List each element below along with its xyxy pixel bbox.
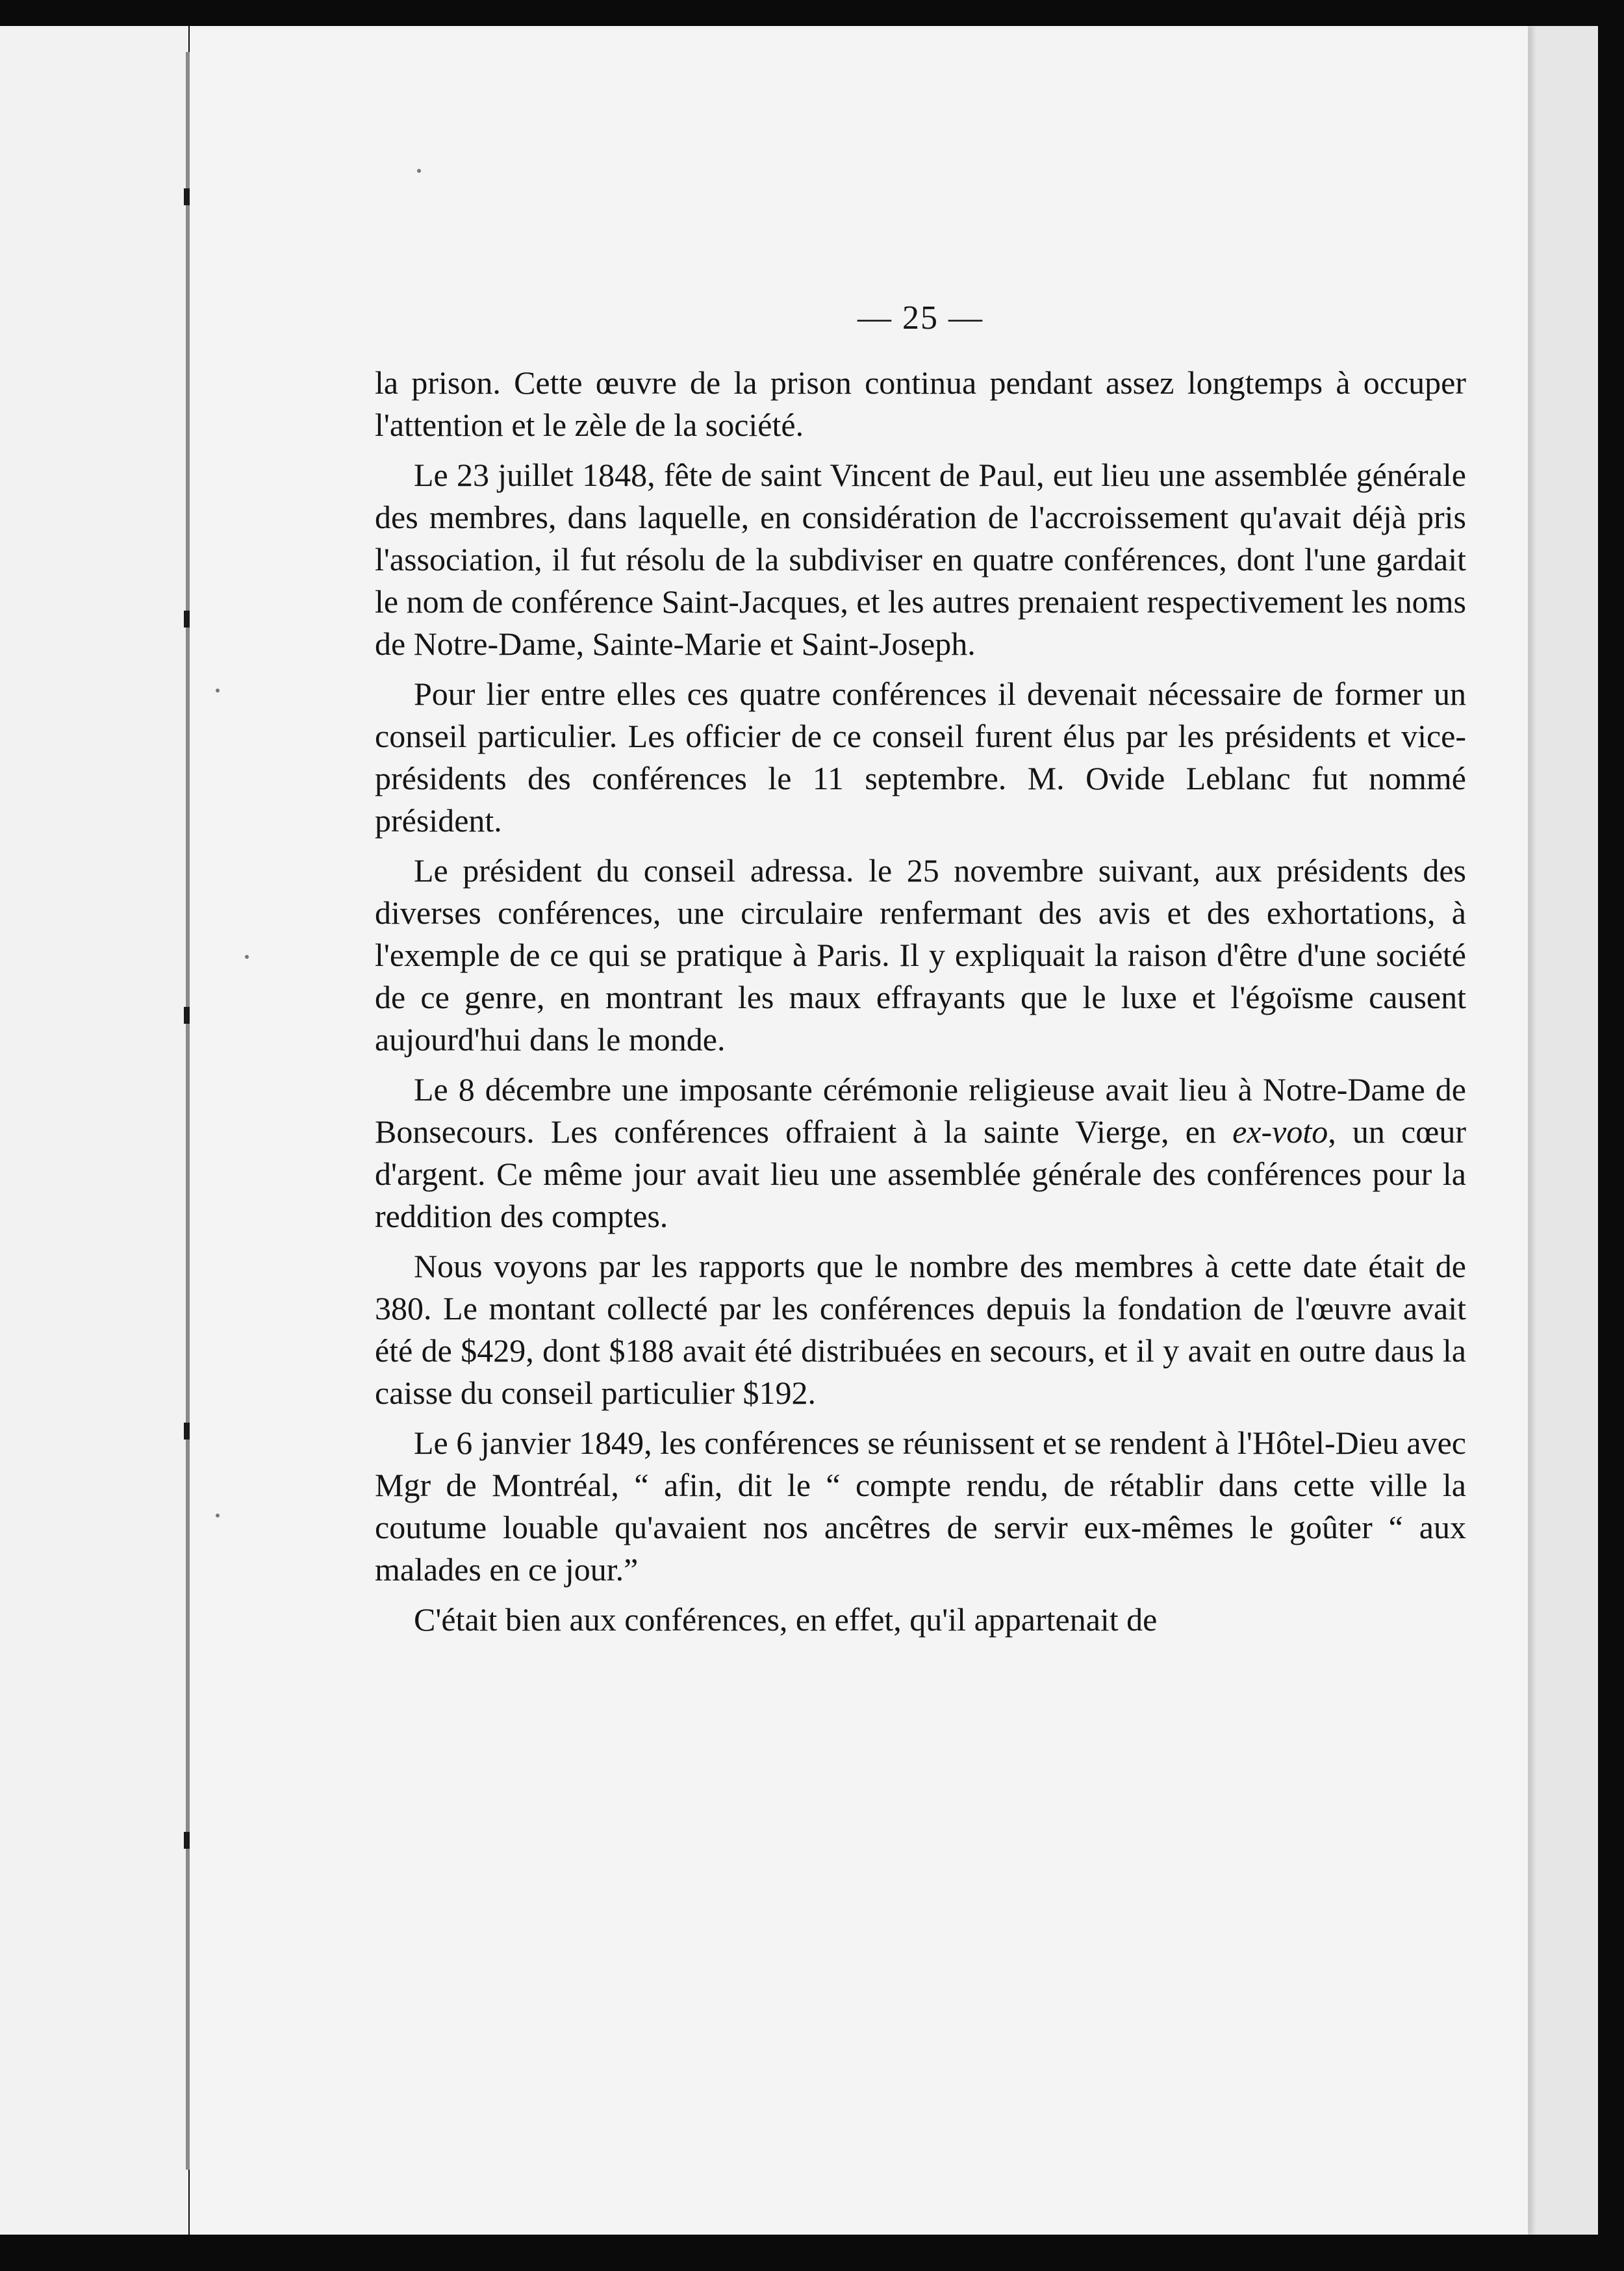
paper-speck: [245, 955, 249, 959]
paper-speck: [216, 689, 220, 692]
facing-page-edge: [0, 26, 188, 2235]
paragraph-text: Le 8 décembre une imposante cérémonie religieuse avait lieu à Notre-Dame de Bonsecours. Les conférences offraient à la sainte Vierge, en: [375, 1071, 1466, 1150]
paragraph: Le président du conseil adressa. le 25 novembre suivant, aux présidents des diverses conférences, une circulaire renfermant des avis et des exhortations, à l'exemple de ce qui se pratique à Paris. Il y expliquait la raison d'être d'une société de ce genre, en montrant les maux effrayants que le luxe et l'égoïsme causent aujourd'hui dans le monde.: [375, 852, 1466, 1058]
paragraph: la prison. Cette œuvre de la prison continua pendant assez longtemps à occuper l'attention et le zèle de la société.: [375, 364, 1466, 443]
paragraph: [375, 1069, 1466, 1237]
paper-speck: [417, 169, 421, 173]
paper-speck: [216, 1514, 220, 1517]
paragraph: Le 23 juillet 1848, fête de saint Vincent de Paul, eut lieu une assemblée générale des membres, dans laquelle, en considération de l'accroissement qu'avait déjà pris l'association, il fut résolu de la subdiviser en quatre conférences, dont l'une gardait le nom de conférence Saint-Jacques, et les autres prenaient respectivement les noms de Notre-Dame, Sainte-Marie et Saint-Joseph.: [375, 457, 1466, 662]
paragraph: Nous voyons par les rapports que le nombre des membres à cette date était de 380. Le montant collecté par les conférences depuis la fondation de l'œuvre avait été de $429, dont $188 avait été distribuées en secours, et il y avait en outre daus la caisse du conseil particulier $192.: [375, 1248, 1466, 1411]
paragraph: C'était bien aux conférences, en effet, qu'il appartenait de: [414, 1601, 1158, 1638]
italic-term: ex-voto: [1232, 1113, 1328, 1150]
page-text-block: [375, 299, 1466, 1649]
page-number: — 25 —: [857, 299, 983, 336]
book-page: [190, 26, 1528, 2235]
paragraph-text: , un cœur d'argent. Ce même jour avait lieu une assemblée générale des conférences pour la reddition des comptes.: [375, 1113, 1467, 1234]
paragraph: Le 6 janvier 1849, les conférences se réunissent et se rendent à l'Hôtel-Dieu avec Mgr de Montréal, “ afin, dit le “ compte rendu, de rétablir dans cette ville la coutume louable qu'avaient nos ancêtres de servir eux-mêmes le goûter “ aux malades en ce jour.”: [375, 1425, 1466, 1588]
paragraph: Pour lier entre elles ces quatre conférences il devenait nécessaire de former un conseil particulier. Les officier de ce conseil furent élus par les présidents et vice-présidents des conférences le 11 septembre. M. Ovide Leblanc fut nommé président.: [375, 676, 1466, 839]
